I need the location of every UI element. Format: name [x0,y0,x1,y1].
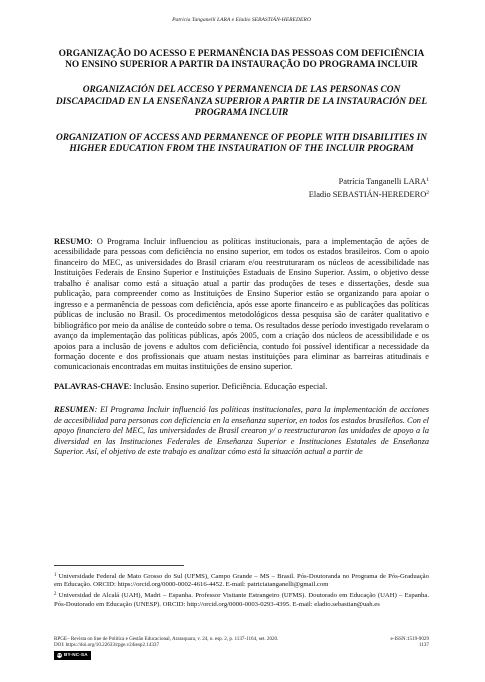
issn: e-ISSN:1519-9029 [390,636,429,642]
cc-icon: cc [57,652,62,657]
license-label: BY-NC-SA [64,652,88,658]
footnote-1 [54,572,429,589]
doi-link[interactable]: DOI: https://doi.org/10.22633/rpge.v24iesp2.14337 [54,642,160,649]
author-footnote-mark[interactable]: 2 [426,190,429,197]
keywords-portuguese [54,382,429,392]
title-spanish: ORGANIZACIÓN DEL ACCESO Y PERMANENCIA DE LAS PERSONAS CON DISCAPACIDAD EN LA ENSEÑANZA SUPERIOR A PARTIR DE LA INSTAURACIÓN DEL PROGRAMA INCLUIR [55,85,428,118]
journal-citation: RPGE– Revista on line de Política e Gestão Educacional, Araraquara, v. 24, n. esp. 2, p. 1137-1164, set. 2020. [54,636,279,642]
running-head: Patrícia Tanganelli LARA e Eladio SEBASTIÁN-HEREDERO [172,17,311,23]
authors [54,175,429,201]
footnote-mark: 2 [54,592,57,598]
keywords-label: PALAVRAS-CHAVE [54,381,130,391]
abstract-label: RESUMEN [54,405,95,415]
abstract-text: : O Programa Incluir influenciou as políticas institucionais, para a implementação de ações de acessibilidade para pessoas com deficiência no ensino superior, em todos os estados brasileiros. Com o apoio financeiro do MEC, as universidades do Brasil criaram e/ou reestruturaram os núcleos de acessibilidade nas Instituições Federais de Ensino Superior e Instituições Estaduais de Ensino Superior. Assim, o objetivo desse trabalho é analisar como está a situação atual a partir das produções de teses e dissertações, desde sua publicação, para compreender como as Instituições de Ensino Superior estão se organizando para apoiar o ingresso e a permanência de pessoas com deficiência, após esse aporte financeiro e as publicações das políticas públicas de inclusão no Brasil. Os procedimentos metodológicos dessa pesquisa são de caráter qualitativo e bibliográfico por meio da análise de conteúdo sobre o tema. Os resultados desse período investigado revelaram o avanço da implementação das políticas públicas, após 2005, com a criação dos núcleos de acessibilidade e os apoios para a inclusão de jovens e adultos com deficiência, contudo foi possível identificar a necessidade da formação docente e dos profissionais que atuam nestas instituições para eliminar as barreiras atitudinais e comunicacionais encontradas em muitas instituições de ensino superior. [54,237,429,372]
title-portuguese: ORGANIZAÇÃO DO ACESSO E PERMANÊNCIA DAS PESSOAS COM DEFICIÊNCIA NO ENSINO SUPERIOR A PARTIR DA INSTAURAÇÃO DO PROGRAMA INCLUIR [58,49,425,71]
page-number: 1137 [419,642,429,649]
footnote-2 [54,591,429,608]
author-2 [54,188,429,201]
footnote-text: Universidade Federal de Mato Grosso do Sul (UFMS), Campo Grande – MS – Brasil. Pós-Doutoranda no Programa de Pós-Graduação em Educação. ORCID: https://orcid.org/0000-0002-4616-4452. E-mail: patriciatanganelli@gmail.com [54,573,429,589]
footnote-text: Universidad de Alcalá (UAH), Madri – Espanha. Professor Visitante Estrangeiro (UFMS). Doutorado em Educação (UAH) – Espanha. Pós-Doutorado em Educação (UNESP). ORCID: http://orcid.org/0000-0003-0293-4395. E-mail: eladio.sebastian@uah.es [54,592,429,608]
page-footer [54,636,429,660]
author-1 [54,175,429,188]
abstract-text: : El Programa Incluir influenció las políticas institucionales, para la implementación de acciones de accesibilidad para personas con deficiencia en la enseñanza superior, en todos los estados brasileños. Con el apoyo financiero del MEC, las universidades de Brasil crearon y/ o reestructuraron las unidades de apoyo a la diversidad en las Instituciones Federales de Enseñanza Superior e Instituciones Estatales de Enseñanza Superior. Así, el objetivo de este trabajo es analizar cómo está la situación actual a partir de [54,405,429,457]
author-footnote-mark[interactable]: 1 [426,177,429,184]
author-name: Patrícia Tanganelli LARA [338,177,427,187]
titles [54,49,429,155]
abstract-portuguese [54,237,429,373]
creative-commons-badge[interactable] [54,651,91,660]
author-name: Eladio SEBASTIÁN-HEREDERO [308,190,427,200]
footnotes [54,565,429,611]
abstract-label: RESUMO [54,237,91,247]
footnote-mark: 1 [54,573,57,578]
keywords-text: : Inclusão. Ensino superior. Deficiência. Educação especial. [129,381,328,391]
title-english: ORGANIZATION OF ACCESS AND PERMANENCE OF PEOPLE WITH DISABILITIES IN HIGHER EDUCATION FROM THE INSTAURATION OF THE INCLUIR PROGRAM [55,133,427,155]
abstract-spanish [54,405,429,457]
